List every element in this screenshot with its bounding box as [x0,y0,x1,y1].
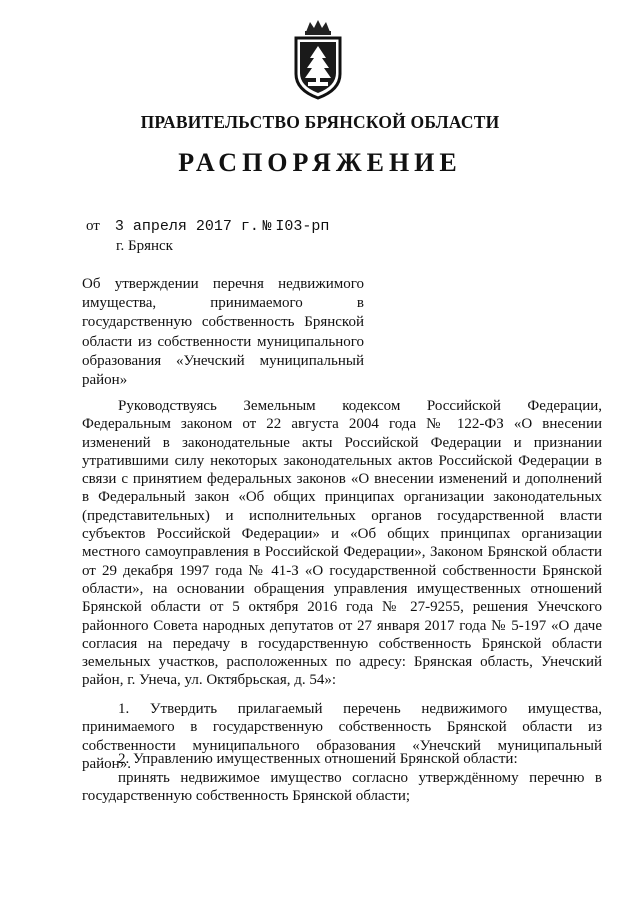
document-city: г. Брянск [116,238,173,254]
document-date: 3 апреля 2017 г. [114,218,259,235]
coat-of-arms-icon [286,18,350,102]
date-number-line [86,218,329,235]
preamble-paragraph: Руководствуясь Земельным кодексом Российской Федерации, Федеральным законом от 22 августа 2004 года № 122-ФЗ «О внесении изменений в законодательные акты Российской Федерации и признании утратившими силу некоторых законодательных актов Российской Федерации в связи с принятием федеральных законов «О внесении изменений и дополнений в Федеральный закон «Об общих принципах организации законодательных (представительных) и исполнительных органов государственной власти субъектов Российской Федерации» и «Об общих принципах организации местного самоуправления в Российской Федерации», Законом Брянской области от 29 декабря 1997 года № 41-З «О государственной собственности Брянской области», на основании обращения управления имущественных отношений Брянской области от 5 октября 2016 года № 27-9255, решения Унечского районного Совета народных депутатов от 27 января 2017 года № 5-197 «О даче согласия на передачу в государственную собственность Брянской области земельных участков, расположенных по адресу: Брянская область, Унечский район, г. Унеча, ул. Октябрьская, д. 54»: [82,398,602,689]
document-number: I03-рп [275,218,330,235]
number-label: № [262,218,272,235]
item-2-text-paragraph: принять недвижимое имущество согласно утверждённому перечню в государственную собственность Брянской области; [82,770,602,805]
document-subject: Об утверждении перечня недвижимого имущества, принимаемого в государственную собственность Брянской области из собственности муниципального образования «Унечский муниципальный район» [82,276,364,389]
government-title: ПРАВИТЕЛЬСТВО БРЯНСКОЙ ОБЛАСТИ [140,112,500,132]
document-type-title: РАСПОРЯЖЕНИЕ [178,148,462,177]
from-label: от [86,218,100,234]
item-2-paragraph: 2. Управлению имущественных отношений Брянской области: [118,751,518,767]
item-1-paragraph: 1. Утвердить прилагаемый перечень недвижимого имущества, принимаемого в государственную собственность Брянской области из собственности муниципального образования «Унечский муниципальный район». [82,701,602,772]
